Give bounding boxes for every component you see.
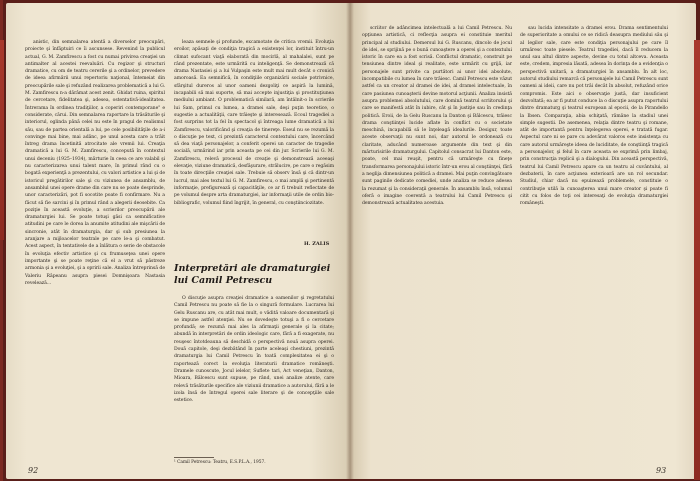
right-column-2-text: sau lucida intensitate a dramei erou. Drama sentimentului de superioritate a omului ce se ridică deasupra mediului său şi al legilor sale, care este condiţia personajului pe care îl urmăresc toate piesele. Teatrul tragediei, dacă îl reducem la unul sau altul dintre aspecte, devine cu totul altceva. Aceasta este, credem, impresia lăsată, adesea în dorinţa de a evidenţia o perspectivă unitară, a dramaturgiei în ansamblu. În alt loc, autorul studiului remarcă că personajele lui Camil Petrescu sunt oameni ai ideii, care nu pot trăi decât în absolut, refuzând orice compromis. Este aici o observaţie justă, dar insuficient dezvoltată; ea ar fi putut conduce la o discuţie asupra raportului dintre dramaturg şi teatrul european al epocii, de la Pirandello la Ibsen. Comparaţia, abia schiţată, rămâne la stadiul unei simple sugestii. De asemenea, relaţia dintre teatru şi romane, atât de importantă pentru înţelegerea operei, e tratată fugar. Aspectul care ni se pare cu adevărat valoros este insistenţa cu care autorul urmăreşte ideea de luciditate, de conştiinţă tragică a personajelor, şi felul în care aceasta se exprimă prin limbaj, prin construcţia replicii şi a dialogului. Din această perspectivă, teatrul lui Camil Petrescu apare ca un teatru al cuvântului, al dezbaterii, în care acţiunea exterioară are un rol secundar. Studiul, chiar dacă nu epuizează problemele, constituie o contribuţie utilă la cunoaşterea unui mare creator şi poate fi citit cu folos de toţi cei interesaţi de evoluţia dramaturgiei româneşti. bbox=[520, 26, 668, 207]
article-heading bbox=[174, 263, 339, 287]
left-column-2b-text: O discuţie asupra creaţiei dramatice a oamenilor şi regretatului Camil Petrescu nu poate să fie la o singură formulare. Lucrarea lui Gelu Ruscanu are, cu atât mai mult, o vădită valoare documentară şi se impune astfel atenţiei. Nu se dovedeşte totuşi a fi o cercetare profundă; se rezumă mai ales la afirmaţii generale şi la citate; abundă în interpretări de ordin ideologic care, fără a fi exagerate, nu reuşesc întotdeauna să deschidă o perspectivă nouă asupra operei. Două capitole, deşi dezbătând în parte aceleaşi chestiuni, prezintă dramaturgia lui Camil Petrescu în toată complexitatea ei şi o raportează corect la evoluţia literaturii dramatice româneşti. Dramele cunoscute, Jocul ielelor, Suflete tari, Act veneţian, Danton, Mioara, Bălcescu sunt supuse, pe rând, unei analize atente, care relevă trăsăturile specifice ale viziunii dramatice a autorului, fără a le izola însă de întregul operei sale literare şi de concepţiile sale estetice. bbox=[174, 296, 334, 404]
left-column-2-bottom bbox=[174, 295, 334, 453]
left-page bbox=[6, 3, 350, 479]
right-column-1-text: scriitor de adâncimea intelectuală a lui Camil Petrescu. Nu opţiunea artistică, ci reflecţia asupra ei constituie meritul principal al studiului. Demersul lui G. Ruscanu, dincolo de jocul de idei, se sprijină pe o bună cunoaştere a operei şi a contextului istoric în care ea a fost scrisă. Conflictul dramatic, construit pe tensiunea dintre ideal şi realitate, este urmărit cu grijă, iar personajele sunt privite ca purtători ai unor idei absolute, incompatibile cu lumea în care trăiesc. Camil Petrescu este văzut astfel ca un creator al dramei de idei, al dramei intelectuale, în care pasiunea cunoaşterii devine motorul acţiunii. Analiza insistă asupra problemei absolutului, care domină teatrul scriitorului şi care se manifestă atât în iubire, cât şi în justiţie sau în credinţa politică. Eroii, de la Gelu Ruscanu la Danton şi Bălcescu, trăiesc drama conştiinţei lucide aflate în conflict cu o societate meschină, incapabilă să le înţeleagă idealurile. Desigur, toate aceste observaţii nu sunt noi, dar autorul le ordonează cu claritate, aducând numeroase argumente din text şi din mărturisirile dramaturgului. Capitolul consacrat lui Danton este, poate, cel mai reuşit, pentru că urmăreşte cu fineţe transformarea personajului istoric într-un erou al conştiinţei, fără a neglija dimensiunea politică a dramei. Mai puţin convingătoare sunt paginile dedicate comediei, unde analiza se reduce adesea la rezumat şi la consideraţii generale. În ansamblu însă, volumul oferă o imagine coerentă a teatrului lui Camil Petrescu şi demonstrează actualitatea acestuia. bbox=[362, 26, 512, 207]
open-book bbox=[6, 3, 696, 479]
review-signature: H. ZALIS bbox=[304, 241, 330, 247]
left-column-1 bbox=[25, 39, 165, 471]
footnote-rule bbox=[174, 457, 214, 458]
left-column-2-top bbox=[174, 39, 334, 235]
page-number-left: 92 bbox=[28, 466, 39, 475]
book-gutter bbox=[346, 3, 354, 479]
left-column-1-text: anistic, din semnalarea atentă a diverselor preocupări, proiecte şi înfăptuiri ce îi ascunsese. Revenind la publicul actual, G. M. Zamfirescu a fost cu numai privirea creaţiei un antimalter al acestei reevaluări. Cu regizor şi structuri dramatice, cu om de teatru cererile şi a ordinelor, prevedere de ideea afirmării unui repertoriu naţional, întemeiat din preocupările sale şi refuzând realizarea problematică a lui G. M. Zamfirescu n-a dărâmat acest zenit. Ghidat ruina, spiritul de cercetare, fidelitatea şi, adesea, ostentativă-idealitatea. Întrerama în ordinea tradiţiilor, a coperiri contemporane" e considerate, cărui. Din semnalarea raportare la trăsăturile şi interiorul, oglinda până celei nu este în pragul de realismul său, sau de partea orientală a lui, pe cele posibilităţile de a-i convinge mai bine, mai adânc, pe unul acesta care a trăit întreg drama încetinită atrocitate ale vremii lui. Creaţia dramatică a lui G. M. Zamfirescu, concepută în contextul unui deceniu (1925–1934), mărturie în ceea ce are valabil şi nu caracterizarea unui talent mare, în primul rând cu o bogată experienţă a prezentului, cu valori artistice a lui şi de istoricul pregătirilor sale şi cu viziunea de ansamblu, de ansamblul unei opere drame din care nu se poate desprinde, unor caracterizări, pot fi socotite poate fi confirmare. Nu a făcut să fie sarcini şi în primul rând a alegerii deosebite. Ca poziţie în această evoluţie, a scrierilor preocupării ale dramaturgiei lui. Se poate totuşi găsi ca semnificative atitudini pe care le dorea la anumite atitudini ale mişcării de sincronie, atât în dramaturgia, dar şi sub presiunea la aranjare a mijloacelor teatrale pe care le-a şi combatut. Acest aspect, în tentativele de a înlătura o serie de obstacole în evoluţia efectiv artistice şi cu frumuseţea unei opere importante şi se poate reţine că el a vrut să păstreze armonia şi a evoluţiei, şi a opririi sale. Analiza întreprinsă de Valeriu Râpeanu asupra piesei Domnişoara Nastasia revelează... bbox=[25, 40, 165, 286]
red-tab-left bbox=[0, 40, 4, 240]
page-number-right: 93 bbox=[656, 466, 667, 475]
right-column-2 bbox=[520, 25, 668, 461]
article-heading-line-1: Interpretări ale dramaturgiei bbox=[174, 263, 331, 274]
red-tab-right bbox=[694, 40, 700, 480]
right-page bbox=[350, 3, 696, 479]
right-column-1 bbox=[362, 25, 512, 471]
left-column-2-text: leaza semnele şi profunde, excamotate de critica vremii. Evoluţia eroilor, apăsaţi de condiţia tragică a existenţei lor, instituit întru-un climat sufocant viaţă elaborată din mocirlă, al mahalalei, sunt pe rând prezentate, este urmărită cu inteligenţă. Se demonstrează că drama Nastasiei şi a lui Vulpaşin este mult mai mult decât o cronică amoroasă. Ea semnifică, în condiţiile organizării sociale potrivnice, sfârşitul dureros al unor oameni dezgoliţi ce aspiră la lumină, incapabili să mai suporte, să mai accepte injustiţia şi prostituţiunea mediului ambiant. O problematică similară, am întâlnit-o în scrierile lui Sam, primul cu lumea, a dramei sale, deşi puţin teoretice, o sugestie a actualităţii, care trăieşte şi interesează. Ecoul tragediei a fost surprins tot la fel în spectacol şi întreaga lume dramatică a lui Zamfirescu, valorificând şi creaţia de tinereţe. Eseul nu se rezumă la o discuţie pe text, ci prezintă caracterul contextului care, încercând să dea viaţă personajelor, a conferit operei un caracter de tragedie socială, urmărind iar prin aceasta pe cei din jur. Scrierile lui G. M. Zamfirescu, relevă procesul de creaţie şi demonstrează aceeaşi elevaţie, viziune dramatică, desfăşurare, strălucire, pe care o regăsim în toate direcţiile creaţiei sale. Trebuie să observ însă şi că dintr-un lucrul, mai ales textul lui G. M. Zamfirescu, o mai amplă şi pertinentă informaţie, prefigurează şi capacităţile, ce ar fi trebuit reflectate de pe volumul despre arta dramaturgiei, iar informaţii utile de ordin bio-bibliografic, volumul fiind îngrijit, în general, cu conştiinciozitate. bbox=[174, 40, 334, 206]
footnote: ¹ Camil Petrescu: Teatru, E.S.P.L.A., 1957. bbox=[174, 460, 266, 465]
article-heading-line-2: lui Camil Petrescu bbox=[174, 275, 273, 286]
